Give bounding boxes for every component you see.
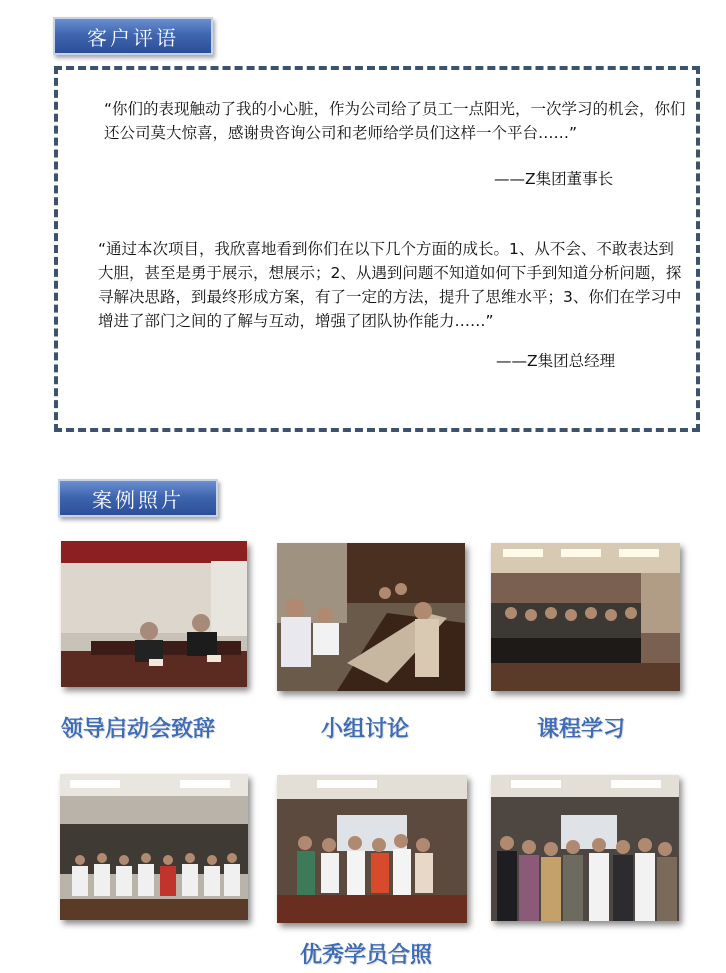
caption-course-study: 课程学习 [537, 717, 626, 742]
testimonial-text: “通过本次项目，我欣喜地看到你们在以下几个方面的成长。1、从不会、不敢表达到大胆，甚至是勇于展示，想展示；2、从遇到问题不知道如何下手到知道分析问题，探寻解决思路，到最终形成方案，有了一定的方法，提升了思维水平；3、你们在学习中增进了部门之间的了解与互动，增强了团队协作能力……” [98, 240, 682, 330]
group-photo-2 [277, 775, 467, 923]
caption-outstanding-group: 优秀学员合照 [300, 943, 433, 968]
group-photo-1 [60, 774, 248, 920]
testimonial-attribution: ——Z集团总经理 [496, 352, 616, 370]
testimonials-box [54, 66, 700, 432]
caption-leader-speech: 领导启动会致辞 [61, 717, 216, 742]
leader-speech-photo [61, 541, 247, 687]
testimonials-section-title: 客户评语 [53, 17, 213, 55]
group-photo-3 [491, 775, 679, 921]
testimonial-attribution: ——Z集团董事长 [494, 170, 614, 188]
caption-group-discussion: 小组讨论 [321, 717, 410, 742]
photos-section-title: 案例照片 [58, 479, 218, 517]
group-discussion-photo [277, 543, 465, 691]
course-study-photo [491, 543, 680, 691]
testimonial-text: “你们的表现触动了我的小心脏，作为公司给了员工一点阳光，一次学习的机会，你们还公司莫大惊喜，感谢贵咨询公司和老师给学员们这样一个平台……” [104, 100, 686, 142]
